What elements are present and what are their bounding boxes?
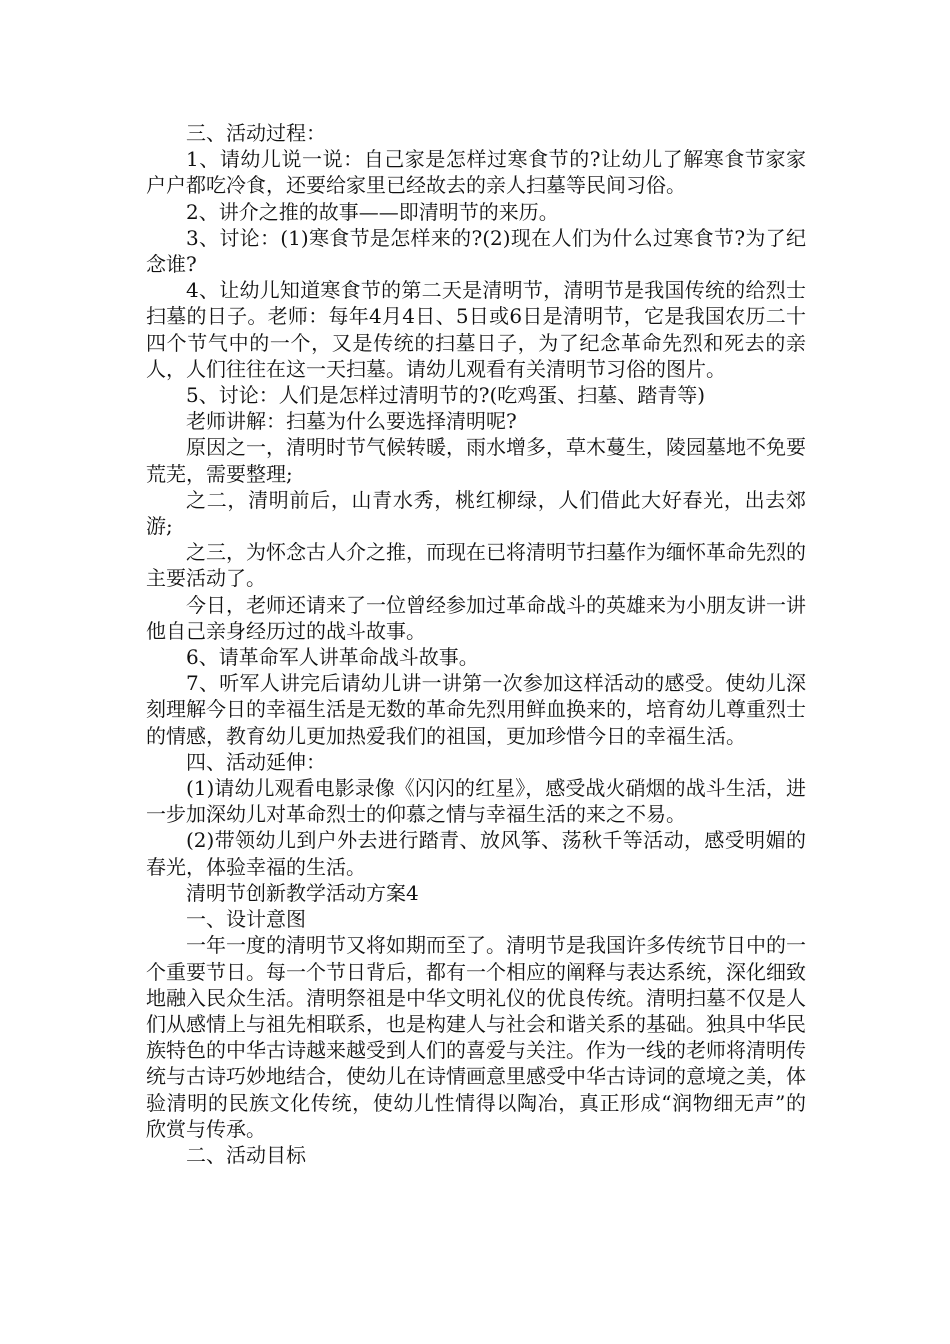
paragraph-step-4: 4、让幼儿知道寒食节的第二天是清明节，清明节是我国传统的给烈士扫墓的日子。老师：每年4月4日、5日或6日是清明节，它是我国农历二十四个节气中的一个，又是传统的扫墓日子，为了纪念革命先烈和死去的亲人，人们往往在这一天扫墓。请幼儿观看有关清明节习俗的图片。 (146, 278, 806, 381)
section-heading-design: 一、设计意图 (186, 907, 306, 932)
paragraph-step-6: 6、请革命军人讲革命战斗故事。 (186, 645, 479, 670)
paragraph-extension-2: (2)带领幼儿到户外去进行踏青、放风筝、荡秋千等活动，感受明媚的春光，体验幸福的生活。 (146, 828, 806, 879)
paragraph-reason-2: 之二，清明前后，山青水秀，桃红柳绿，人们借此大好春光，出去郊游; (146, 487, 806, 539)
section-heading-process: 三、活动过程： (186, 121, 326, 145)
paragraph-design-intent: 一年一度的清明节又将如期而至了。清明节是我国许多传统节日中的一个重要节日。每一个节日背后，都有一个相应的阐释与表达系统，深化细致地融入民众生活。清明祭祖是中华文明礼仪的优良传统。清明扫墓不仅是人们从感情上与祖先相联系，也是构建人与社会和谐关系的基础。独具中华民族特色的中华古诗越来越受到人们的喜爱与关注。作为一线的老师将清明传统与古诗巧妙地结合，使幼儿在诗情画意里感受中华古诗词的意境之美，体验清明的民族文化传统，使幼儿性情得以陶冶，真正形成“润物细无声”的欣赏与传承。 (146, 933, 806, 1141)
paragraph-step-7: 7、听军人讲完后请幼儿讲一讲第一次参加这样活动的感受。使幼儿深刻理解今日的幸福生活是无数的革命先烈用鲜血换来的，培育幼儿尊重烈士的情感，教育幼儿更加热爱我们的祖国，更加珍惜今日的幸福生活。 (146, 671, 806, 748)
section-heading-goals: 二、活动目标 (186, 1142, 306, 1167)
paragraph-step-5: 5、讨论：人们是怎样过清明节的?(吃鸡蛋、扫墓、踏青等) (186, 383, 706, 408)
paragraph-reason-3: 之三，为怀念古人介之推，而现在已将清明节扫墓作为缅怀革命先烈的主要活动了。 (146, 540, 806, 591)
paragraph-step-2: 2、讲介之推的故事——即清明节的来历。 (186, 199, 559, 224)
section-heading-extension: 四、活动延伸： (186, 749, 326, 774)
paragraph-hero-invite: 今日，老师还请来了一位曾经参加过革命战斗的英雄来为小朋友讲一讲他自己亲身经历过的战斗故事。 (146, 592, 806, 643)
paragraph-reason-1: 原因之一，清明时节气候转暖，雨水增多，草木蔓生，陵园墓地不免要荒芜，需要整理; (146, 435, 806, 486)
paragraph-step-3: 3、讨论：(1)寒食节是怎样来的?(2)现在人们为什么过寒食节?为了纪念谁? (146, 225, 806, 277)
document-body (146, 120, 806, 1168)
plan-title: 清明节创新教学活动方案4 (186, 880, 419, 905)
paragraph-step-1: 1、请幼儿说一说：自己家是怎样过寒食节的?让幼儿了解寒食节家家户户都吃冷食，还要给家里已经故去的亲人扫墓等民间习俗。 (146, 147, 806, 198)
paragraph-extension-1: (1)请幼儿观看电影录像《闪闪的红星》，感受战火硝烟的战斗生活，进一步加深幼儿对革命烈士的仰慕之情与幸福生活的来之不易。 (146, 776, 806, 827)
paragraph-teacher-explain: 老师讲解：扫墓为什么要选择清明呢? (186, 409, 517, 434)
